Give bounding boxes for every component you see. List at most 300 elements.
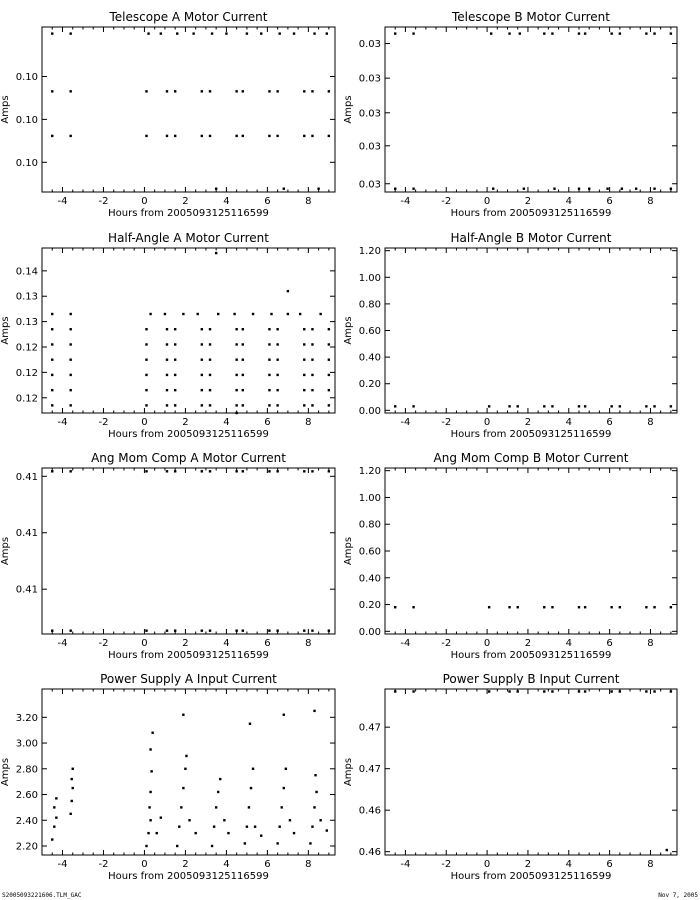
data-point: [578, 32, 580, 34]
data-point: [149, 791, 151, 793]
data-point: [584, 690, 586, 692]
y-axis-label: Amps: [0, 757, 11, 787]
data-point: [235, 358, 237, 360]
data-point: [588, 188, 590, 190]
chart-panel-4: [343, 231, 677, 440]
x-tick-label: 0: [141, 859, 148, 870]
data-point: [166, 374, 168, 376]
data-point: [328, 328, 330, 330]
data-point: [311, 135, 313, 137]
data-point: [606, 188, 608, 190]
x-tick-label: 6: [264, 859, 271, 870]
data-point: [249, 723, 251, 725]
x-axis-label: Hours from 2005093125116599: [450, 650, 612, 661]
y-tick-label: 0.10: [15, 114, 38, 126]
data-point: [508, 606, 510, 608]
data-point: [211, 32, 213, 34]
data-point: [311, 629, 313, 631]
data-point: [551, 606, 553, 608]
data-point: [166, 358, 168, 360]
data-point: [553, 188, 555, 190]
y-tick-label: 0.47: [358, 722, 381, 734]
data-point: [174, 358, 176, 360]
x-tick-label: -4: [57, 859, 68, 870]
data-point: [268, 404, 270, 406]
data-point: [283, 714, 285, 716]
data-point: [55, 797, 57, 799]
x-tick-label: 0: [483, 638, 491, 649]
data-point: [174, 470, 176, 472]
data-point: [145, 135, 147, 137]
data-point: [176, 845, 178, 847]
data-point: [246, 825, 248, 827]
data-point: [328, 135, 330, 137]
data-point: [610, 606, 612, 608]
data-point: [145, 358, 147, 360]
data-point: [517, 405, 519, 407]
y-tick-label: 0.13: [15, 317, 38, 329]
x-tick-label: 2: [524, 859, 532, 870]
data-point: [209, 389, 211, 391]
data-point: [488, 690, 490, 692]
y-tick-label: 0.60: [358, 546, 381, 558]
data-point: [252, 313, 254, 315]
data-point: [543, 606, 545, 608]
x-tick-label: 2: [182, 417, 189, 428]
data-point: [148, 806, 150, 808]
data-point: [69, 343, 71, 345]
y-tick-label: 0.47: [358, 764, 381, 776]
data-point: [182, 313, 184, 315]
y-tick-label: 0.03: [358, 141, 381, 153]
data-point: [523, 188, 525, 190]
data-point: [53, 825, 55, 827]
plot-frame: [42, 248, 335, 413]
data-point: [180, 806, 182, 808]
data-point: [242, 389, 244, 391]
x-tick-label: 8: [647, 417, 654, 428]
y-tick-label: 2.60: [15, 790, 38, 802]
data-point: [223, 819, 225, 821]
chart-panel-3: [0, 231, 335, 440]
data-point: [653, 405, 655, 407]
data-point: [645, 606, 647, 608]
data-point: [235, 412, 237, 414]
data-point: [235, 374, 237, 376]
data-point: [209, 90, 211, 92]
data-point: [303, 374, 305, 376]
data-point: [299, 313, 301, 315]
y-tick-label: 0.80: [358, 299, 381, 311]
data-point: [69, 358, 71, 360]
y-tick-label: 1.20: [358, 246, 381, 258]
data-point: [209, 374, 211, 376]
data-point: [276, 374, 278, 376]
data-point: [242, 343, 244, 345]
data-point: [69, 328, 71, 330]
data-point: [276, 343, 278, 345]
data-point: [303, 404, 305, 406]
x-tick-label: 8: [305, 638, 312, 649]
data-point: [51, 374, 53, 376]
data-point: [145, 629, 147, 631]
x-tick-label: 4: [223, 196, 230, 207]
data-point: [201, 343, 203, 345]
data-point: [653, 606, 655, 608]
data-point: [508, 32, 510, 34]
data-point: [235, 389, 237, 391]
x-tick-label: 0: [141, 196, 148, 207]
data-point: [670, 606, 672, 608]
data-point: [394, 32, 396, 34]
x-axis-label: Hours from 2005093125116599: [108, 429, 269, 440]
y-tick-label: 0.14: [15, 266, 38, 278]
x-axis-label: Hours from 2005093125116599: [108, 871, 269, 882]
plot-frame: [385, 27, 677, 192]
data-point: [248, 806, 250, 808]
data-point: [268, 629, 270, 631]
data-point: [201, 90, 203, 92]
data-point: [201, 328, 203, 330]
y-tick-label: 0.03: [358, 39, 381, 50]
data-point: [69, 404, 71, 406]
data-point: [508, 405, 510, 407]
data-point: [156, 832, 158, 834]
data-point: [242, 374, 244, 376]
data-point: [311, 328, 313, 330]
data-point: [145, 328, 147, 330]
x-tick-label: -4: [400, 417, 411, 428]
y-tick-label: 0.41: [15, 528, 38, 540]
data-point: [244, 842, 246, 844]
data-point: [145, 389, 147, 391]
x-tick-label: 2: [182, 638, 189, 649]
data-point: [315, 791, 317, 793]
data-point: [287, 313, 289, 315]
x-tick-label: -2: [441, 417, 452, 428]
data-point: [303, 135, 305, 137]
x-tick-label: 4: [565, 196, 572, 207]
data-point: [670, 188, 672, 190]
data-point: [174, 343, 176, 345]
data-point: [51, 470, 53, 472]
y-tick-label: 2.40: [15, 815, 38, 827]
y-axis-label: Amps: [343, 95, 354, 124]
data-point: [394, 405, 396, 407]
data-point: [283, 188, 285, 190]
data-point: [51, 389, 53, 391]
data-point: [149, 819, 151, 821]
data-point: [578, 405, 580, 407]
data-point: [209, 343, 211, 345]
data-point: [166, 389, 168, 391]
data-point: [174, 90, 176, 92]
data-point: [166, 404, 168, 406]
data-point: [328, 343, 330, 345]
data-point: [412, 690, 414, 692]
y-tick-label: 2.20: [15, 841, 38, 853]
x-tick-label: -2: [441, 859, 452, 870]
data-point: [69, 374, 71, 376]
data-point: [235, 404, 237, 406]
data-point: [276, 135, 278, 137]
data-point: [174, 389, 176, 391]
y-tick-label: 0.46: [358, 805, 381, 817]
data-point: [309, 842, 311, 844]
data-point: [192, 32, 194, 34]
data-point: [584, 405, 586, 407]
data-point: [217, 313, 219, 315]
data-point: [653, 32, 655, 34]
data-point: [621, 188, 623, 190]
data-point: [276, 90, 278, 92]
data-point: [242, 358, 244, 360]
x-tick-label: 6: [264, 196, 271, 207]
data-point: [278, 825, 280, 827]
data-point: [670, 690, 672, 692]
data-point: [147, 32, 149, 34]
data-point: [147, 832, 149, 834]
data-point: [182, 787, 184, 789]
data-point: [51, 328, 53, 330]
chart-panel-2: [343, 10, 677, 219]
x-tick-label: -2: [441, 638, 452, 649]
chart-title: Half-Angle B Motor Current: [450, 231, 612, 245]
data-point: [394, 690, 396, 692]
plot-frame: [42, 689, 335, 855]
data-point: [51, 343, 53, 345]
x-tick-label: 6: [606, 417, 613, 428]
x-tick-label: 6: [606, 196, 613, 207]
x-tick-label: 4: [223, 638, 230, 649]
data-point: [145, 470, 147, 472]
data-point: [276, 328, 278, 330]
data-point: [201, 389, 203, 391]
y-axis-label: Amps: [0, 95, 11, 124]
x-tick-label: 4: [223, 417, 230, 428]
data-point: [490, 32, 492, 34]
x-tick-label: 4: [565, 417, 572, 428]
data-point: [197, 313, 199, 315]
data-point: [145, 845, 147, 847]
data-point: [160, 32, 162, 34]
data-point: [260, 32, 262, 34]
x-tick-label: -2: [441, 196, 452, 207]
data-point: [201, 135, 203, 137]
data-point: [543, 690, 545, 692]
x-tick-label: 0: [483, 196, 491, 207]
data-point: [488, 405, 490, 407]
y-tick-label: 0.00: [358, 626, 381, 638]
data-point: [242, 90, 244, 92]
data-point: [53, 806, 55, 808]
data-point: [174, 135, 176, 137]
data-point: [174, 404, 176, 406]
data-point: [328, 90, 330, 92]
data-point: [619, 690, 621, 692]
chart-title: Power Supply A Input Current: [100, 672, 277, 686]
data-point: [254, 825, 256, 827]
data-point: [209, 358, 211, 360]
y-tick-label: 0.41: [15, 471, 38, 483]
x-axis-label: Hours from 2005093125116599: [450, 429, 612, 440]
x-tick-label: 0: [483, 417, 491, 428]
data-point: [492, 188, 494, 190]
chart-title: Ang Mom Comp B Motor Current: [433, 451, 629, 465]
y-tick-label: 1.00: [358, 492, 381, 504]
x-tick-label: -2: [98, 859, 109, 870]
data-point: [178, 825, 180, 827]
data-point: [653, 690, 655, 692]
data-point: [211, 845, 213, 847]
y-tick-label: 0.20: [358, 379, 381, 391]
y-axis-label: Amps: [343, 316, 354, 345]
data-point: [517, 606, 519, 608]
x-tick-label: -4: [57, 638, 68, 649]
data-point: [313, 806, 315, 808]
data-point: [289, 819, 291, 821]
data-point: [543, 405, 545, 407]
y-tick-label: 0.13: [15, 291, 38, 303]
data-point: [666, 849, 668, 851]
data-point: [145, 374, 147, 376]
y-tick-label: 1.20: [358, 466, 381, 478]
data-point: [242, 470, 244, 472]
x-tick-label: 2: [182, 859, 189, 870]
data-point: [145, 343, 147, 345]
data-point: [276, 389, 278, 391]
data-point: [293, 32, 295, 34]
data-point: [328, 470, 330, 472]
data-point: [519, 32, 521, 34]
data-point: [166, 135, 168, 137]
x-tick-label: 4: [565, 638, 572, 649]
data-point: [72, 787, 74, 789]
data-point: [235, 328, 237, 330]
data-point: [182, 714, 184, 716]
chart-panel-8: [343, 672, 677, 882]
data-point: [69, 135, 71, 137]
data-point: [149, 313, 151, 315]
y-tick-label: 0.03: [358, 179, 381, 191]
y-tick-label: 0.12: [15, 367, 38, 379]
data-point: [235, 343, 237, 345]
data-point: [166, 470, 168, 472]
data-point: [145, 404, 147, 406]
data-point: [69, 813, 71, 815]
data-point: [578, 690, 580, 692]
data-point: [610, 690, 612, 692]
x-tick-label: -4: [57, 417, 68, 428]
data-point: [551, 690, 553, 692]
x-tick-label: 0: [141, 638, 148, 649]
data-point: [268, 343, 270, 345]
data-point: [174, 328, 176, 330]
y-tick-label: 3.20: [15, 712, 38, 724]
y-tick-label: 0.03: [358, 108, 381, 120]
data-point: [176, 32, 178, 34]
x-tick-label: 2: [524, 417, 532, 428]
data-point: [209, 404, 211, 406]
data-point: [328, 358, 330, 360]
data-point: [311, 374, 313, 376]
data-point: [166, 343, 168, 345]
y-tick-label: 3.00: [15, 738, 38, 750]
x-tick-label: 2: [524, 196, 532, 207]
y-tick-label: 0.20: [358, 600, 381, 612]
x-tick-label: 6: [264, 417, 271, 428]
data-point: [328, 389, 330, 391]
data-point: [635, 188, 637, 190]
data-point: [166, 629, 168, 631]
data-point: [276, 358, 278, 360]
x-axis-label: Hours from 2005093125116599: [450, 208, 612, 219]
data-point: [293, 832, 295, 834]
data-point: [645, 32, 647, 34]
data-point: [235, 90, 237, 92]
data-point: [150, 770, 152, 772]
data-point: [285, 768, 287, 770]
data-point: [653, 188, 655, 190]
data-point: [51, 404, 53, 406]
x-tick-label: -2: [98, 196, 109, 207]
data-point: [166, 328, 168, 330]
data-point: [215, 188, 217, 190]
data-point: [51, 358, 53, 360]
data-point: [311, 404, 313, 406]
data-point: [610, 32, 612, 34]
data-point: [313, 710, 315, 712]
data-point: [69, 629, 71, 631]
data-point: [201, 358, 203, 360]
data-point: [303, 470, 305, 472]
x-tick-label: 8: [647, 859, 654, 870]
data-point: [194, 832, 196, 834]
data-point: [303, 629, 305, 631]
data-point: [311, 470, 313, 472]
y-tick-label: 0.12: [15, 393, 38, 405]
y-tick-label: 0.40: [358, 352, 381, 364]
plot-frame: [385, 468, 677, 634]
x-tick-label: 0: [141, 417, 148, 428]
x-tick-label: -4: [400, 638, 411, 649]
data-point: [260, 834, 262, 836]
y-axis-label: Amps: [343, 536, 354, 566]
data-point: [219, 778, 221, 780]
data-point: [209, 135, 211, 137]
x-tick-label: -4: [57, 196, 68, 207]
data-point: [311, 90, 313, 92]
y-tick-label: 0.60: [358, 326, 381, 337]
data-point: [51, 90, 53, 92]
x-tick-label: 6: [606, 638, 613, 649]
data-point: [584, 606, 586, 608]
data-point: [670, 32, 672, 34]
data-point: [55, 816, 57, 818]
data-point: [164, 313, 166, 315]
data-point: [201, 470, 203, 472]
data-point: [71, 778, 73, 780]
chart-title: Telescope A Motor Current: [109, 10, 268, 24]
data-point: [610, 405, 612, 407]
y-tick-label: 0.41: [15, 584, 38, 596]
data-point: [225, 32, 227, 34]
footer-date: Nov 7, 2005: [658, 892, 698, 899]
y-axis-label: Amps: [343, 757, 354, 787]
chart-title: Power Supply B Input Current: [442, 672, 620, 686]
chart-panel-5: [0, 451, 335, 661]
data-point: [578, 188, 580, 190]
